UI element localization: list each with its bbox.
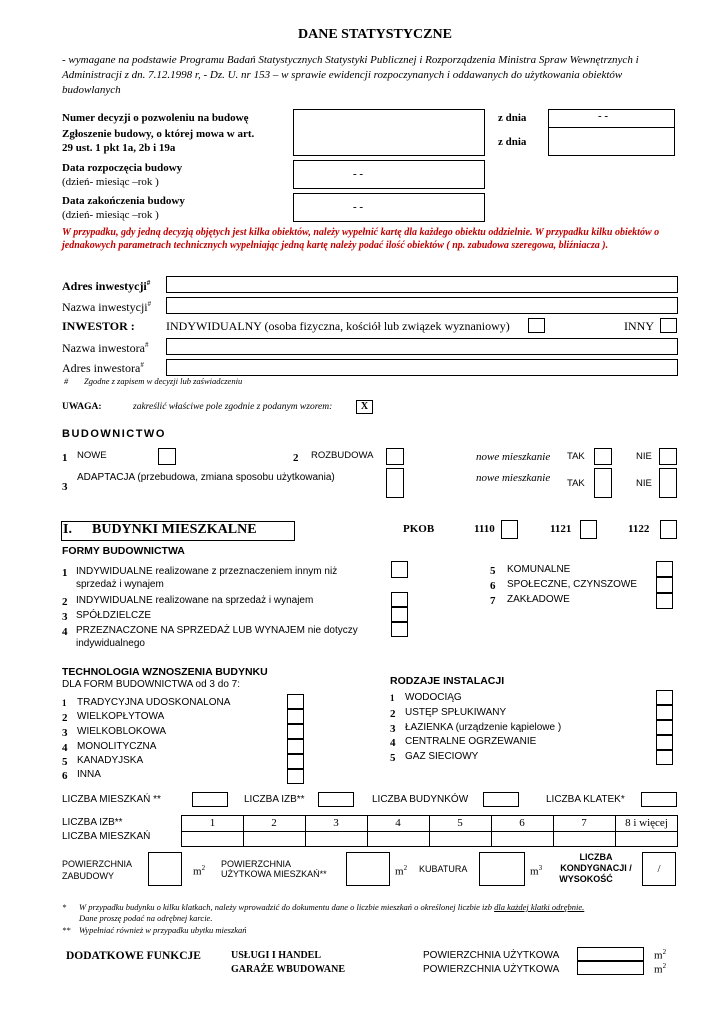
footnote1-mark: *	[62, 902, 67, 912]
install-num-2: 2	[390, 708, 396, 720]
buildings-count-label: LICZBA BUDYNKÓW	[372, 794, 469, 805]
tech-num-3: 3	[62, 727, 68, 739]
start-date-sub: (dzień- miesiąc –rok )	[62, 176, 159, 188]
section-roman: I.	[63, 522, 72, 537]
investment-address-field[interactable]	[166, 276, 678, 293]
install-num-3: 3	[390, 723, 396, 735]
install-num-4: 4	[390, 737, 396, 749]
services-area-field[interactable]	[577, 947, 644, 961]
rooms-col-4: 4	[395, 817, 401, 829]
from-date-label: z dnia	[498, 112, 527, 124]
services-area-unit: $m^2$	[654, 948, 667, 962]
tech-num-2: 2	[62, 712, 68, 724]
rooms-col-6: 6	[519, 817, 525, 829]
construction-new-checkbox[interactable]	[158, 448, 176, 465]
form-label-4b: indywidualnego	[76, 638, 145, 649]
construction-num-1: 1	[62, 452, 68, 464]
investor-name-label: Nazwa inwestora#	[62, 341, 149, 355]
end-date-field[interactable]	[293, 193, 485, 222]
form-num-3: 3	[62, 611, 68, 623]
form-checkbox-6[interactable]	[656, 577, 673, 593]
new-dwelling-label-2: nowe mieszkanie	[476, 472, 551, 484]
rooms-col-1: 1	[209, 817, 216, 829]
new-dwelling-no-checkbox-2[interactable]	[659, 468, 677, 498]
rooms-table-row2-label: LICZBA MIESZKAŃ	[62, 831, 151, 842]
pkob-code-1122: 1122	[628, 523, 650, 535]
rooms-col-7: 7	[581, 817, 587, 829]
permit-date-separators: - -	[598, 110, 609, 122]
permit-number-label: Numer decyzji o pozwoleniu na budowę	[62, 112, 249, 124]
form-label-2: INDYWIDUALNE realizowane na sprzedaż i wynajem	[76, 595, 314, 606]
install-num-1: 1	[390, 693, 395, 703]
pkob-label: PKOB	[403, 523, 435, 535]
permit-number-field[interactable]	[293, 109, 485, 156]
tech-label-6: INNA	[77, 769, 101, 780]
install-label-1: WODOCIĄG	[405, 692, 462, 703]
section-title: BUDYNKI MIESZKALNE	[92, 522, 257, 537]
usable-area-label-2: UŻYTKOWA MIESZKAŃ**	[221, 869, 327, 879]
form-checkbox-4[interactable]	[391, 622, 408, 637]
form-label-5: KOMUNALNE	[507, 564, 571, 575]
rooms-col-8: 8 i więcej	[625, 817, 668, 829]
end-date-separators: - -	[353, 201, 364, 213]
investor-address-field[interactable]	[166, 359, 678, 376]
tech-checkbox-5[interactable]	[287, 754, 304, 769]
form-label-7: ZAKŁADOWE	[507, 594, 570, 605]
dwellings-count-label: LICZBA MIESZKAŃ **	[62, 794, 161, 805]
warning-text: W przypadku, gdy jedną decyzją objętych jest kilka obiektów, należy wypełnić kartę dla każdego obiektu oddzielnie. W przypadku kilku obiektów o jednakowych parametrach technicznych wypełniając jedną kartę należy podać ilość obiektów ( np. zabudowa szeregowa, bliźniacza ).	[62, 227, 660, 251]
form-checkbox-7[interactable]	[656, 593, 673, 609]
tech-label-3: WIELKOBLOKOWA	[77, 726, 167, 737]
footnote1-text: W przypadku budynku o kilku klatkach, należy wprowadzić do dokumentu dane o liczbie mieszkań o określonej liczbie izb dla każdej klatki odrębnie.	[79, 902, 585, 912]
form-label-4: PRZEZNACZONE NA SPRZEDAŻ LUB WYNAJEM nie dotyczy	[76, 625, 358, 636]
built-area-field[interactable]	[148, 852, 182, 886]
stairwells-count-field[interactable]	[641, 792, 677, 807]
dwellings-count-field[interactable]	[192, 792, 228, 807]
form-num-2: 2	[62, 596, 68, 608]
usable-area-unit: $m^2$	[395, 864, 408, 878]
additional-heading: DODATKOWE FUNKCJE	[66, 950, 201, 962]
investment-name-label: Nazwa inwestycji#	[62, 300, 152, 314]
notice-label: UWAGA:	[62, 402, 102, 412]
tech-checkbox-4[interactable]	[287, 739, 304, 754]
volume-label: KUBATURA	[419, 864, 468, 874]
new-dwelling-yes-checkbox-2[interactable]	[594, 468, 612, 498]
form-label-1b: sprzedaż i wynajem	[76, 579, 164, 590]
permit-date-field[interactable]	[548, 109, 675, 156]
construction-extension-checkbox[interactable]	[386, 448, 404, 465]
install-label-5: GAZ SIECIOWY	[405, 751, 479, 762]
form-checkbox-1[interactable]	[391, 561, 408, 578]
footnote1-text-b: Dane proszę podać na odrębnej karcie.	[79, 913, 213, 923]
new-dwelling-yes-label: TAK	[567, 451, 585, 462]
forms-heading: FORMY BUDOWNICTWA	[62, 545, 185, 557]
investment-address-label: Adres inwestycji#	[62, 279, 151, 293]
buildings-count-field[interactable]	[483, 792, 519, 807]
new-dwelling-no-label-2: NIE	[636, 478, 652, 489]
form-label-6: SPOŁECZNE, CZYNSZOWE	[507, 579, 638, 590]
rooms-col-3: 3	[333, 817, 339, 829]
footnote2-text: Wypełniać również w przypadku ubytku mieszkań	[79, 925, 247, 935]
services-area-label: POWIERZCHNIA UŻYTKOWA	[423, 950, 560, 961]
storeys-label-2: KONDYGNACJI /	[560, 863, 632, 873]
tech-label-5: KANADYJSKA	[77, 755, 144, 766]
pkob-1110-checkbox[interactable]	[501, 520, 518, 539]
usable-area-label-1: POWIERZCHNIA	[221, 859, 292, 869]
construction-adaptation-checkbox[interactable]	[386, 468, 404, 498]
garages-area-field[interactable]	[577, 961, 644, 975]
notification-label-1: Zgłoszenie budowy, o której mowa w art.	[62, 128, 255, 140]
new-dwelling-no-checkbox[interactable]	[659, 448, 677, 465]
footnote-hash-text: Zgodne z zapisem w decyzji lub zaświadczeniu	[84, 376, 243, 386]
tech-label-4: MONOLITYCZNA	[77, 741, 157, 752]
investment-name-field[interactable]	[166, 297, 678, 314]
investor-other-checkbox[interactable]	[660, 318, 677, 333]
additional-services-label: USŁUGI I HANDEL	[231, 950, 322, 961]
tech-checkbox-2[interactable]	[287, 709, 304, 724]
tech-num-4: 4	[62, 742, 68, 754]
investor-name-field[interactable]	[166, 338, 678, 355]
form-checkbox-5[interactable]	[656, 561, 673, 577]
rooms-count-label: LICZBA IZB**	[244, 794, 305, 805]
notice-example-box: X	[356, 400, 373, 414]
construction-extension-label: ROZBUDOWA	[311, 450, 374, 461]
tech-heading: TECHNOLOGIA WZNOSZENIA BUDYNKU	[62, 666, 268, 678]
garages-area-label: POWIERZCHNIA UŻYTKOWA	[423, 964, 560, 975]
footnote2-mark: **	[62, 925, 71, 935]
built-area-unit: $m^2$	[193, 864, 206, 878]
new-dwelling-label: nowe mieszkanie	[476, 451, 551, 463]
investor-other-label: INNY	[624, 319, 654, 333]
construction-num-3: 3	[62, 481, 68, 493]
built-area-label-2: ZABUDOWY	[62, 871, 115, 881]
rooms-table	[181, 815, 678, 847]
install-num-5: 5	[390, 752, 396, 764]
construction-num-2: 2	[293, 452, 299, 464]
stairwells-count-label: LICZBA KLATEK*	[546, 794, 625, 805]
rooms-col-5: 5	[457, 817, 463, 829]
pkob-code-1110: 1110	[474, 523, 495, 535]
install-heading: RODZAJE INSTALACJI	[390, 675, 505, 687]
install-checkbox-4[interactable]	[656, 735, 673, 750]
form-num-7: 7	[490, 595, 496, 607]
storeys-field[interactable]: /	[642, 852, 676, 886]
pkob-1122-checkbox[interactable]	[660, 520, 677, 539]
rooms-table-row1-label: LICZBA IZB**	[62, 817, 123, 828]
form-checkbox-3[interactable]	[391, 607, 408, 622]
install-label-3: ŁAZIENKA (urządzenie kąpielowe )	[405, 722, 562, 733]
tech-checkbox-6[interactable]	[287, 769, 304, 784]
form-num-1: 1	[62, 567, 68, 579]
rooms-count-field[interactable]	[318, 792, 354, 807]
pkob-code-1121: 1121	[550, 523, 572, 535]
notification-label-2: 29 ust. 1 pkt 1a, 2b i 19a	[62, 142, 176, 154]
end-date-label: Data zakończenia budowy	[62, 195, 185, 207]
new-dwelling-yes-label-2: TAK	[567, 478, 585, 489]
form-num-4: 4	[62, 626, 68, 638]
tech-num-1: 1	[62, 698, 67, 708]
pkob-1121-checkbox[interactable]	[580, 520, 597, 539]
investor-individual-label: INDYWIDUALNY (osoba fizyczna, kościół lub związek wyznaniowy)	[166, 319, 510, 333]
construction-adaptation-label: ADAPTACJA (przebudowa, zmiana sposobu użytkowania)	[77, 472, 335, 483]
install-checkbox-3[interactable]	[656, 720, 673, 735]
tech-sub: DLA FORM BUDOWNICTWA od 3 do 7:	[62, 679, 241, 690]
start-date-field[interactable]	[293, 160, 485, 189]
install-checkbox-5[interactable]	[656, 750, 673, 765]
form-num-5: 5	[490, 565, 496, 577]
end-date-sub: (dzień- miesiąc –rok )	[62, 209, 159, 221]
rooms-col-2: 2	[271, 817, 277, 829]
volume-field[interactable]	[479, 852, 525, 886]
construction-new-label: NOWE	[77, 450, 107, 461]
install-checkbox-2[interactable]	[656, 705, 673, 720]
garages-area-unit: $m^2$	[654, 962, 667, 976]
install-label-2: USTĘP SPŁUKIWANY	[405, 707, 507, 718]
built-area-label-1: POWIERZCHNIA	[62, 859, 133, 869]
install-checkbox-1[interactable]	[656, 690, 673, 705]
start-date-separators: - -	[353, 168, 364, 180]
new-dwelling-no-label: NIE	[636, 451, 652, 462]
form-label-1: INDYWIDUALNE realizowane z przeznaczeniem innym niż	[76, 566, 338, 577]
intro-text: - wymagane na podstawie Programu Badań Statystycznych Statystyki Publicznej i Rozporządzenia Ministra Spraw Wewnętrznych i Administracji z dn. 7.12.1998 r, - Dz. U. nr 153 – w sprawie ewidencji rozpoczynanych i oddawanych do użytkowania obiektów budowlanych	[62, 54, 639, 96]
install-label-4: CENTRALNE OGRZEWANIE	[405, 736, 537, 747]
form-label-3: SPÓŁDZIELCZE	[76, 610, 152, 621]
notice-text: zakreślić właściwe pole zgodnie z podanym wzorem:	[133, 402, 333, 412]
storeys-label-3: WYSOKOŚĆ	[559, 874, 613, 884]
storeys-label-1: LICZBA	[579, 852, 613, 862]
form-num-6: 6	[490, 580, 496, 592]
usable-area-field[interactable]	[346, 852, 390, 886]
page-title: DANE STATYSTYCZNE	[298, 27, 452, 42]
additional-garages-label: GARAŻE WBUDOWANE	[231, 964, 345, 975]
investor-address-label: Adres inwestora#	[62, 361, 144, 375]
tech-num-6: 6	[62, 770, 68, 782]
tech-checkbox-3[interactable]	[287, 724, 304, 739]
footnote-hash: #	[64, 376, 69, 386]
tech-label-2: WIELKOPŁYTOWA	[77, 711, 165, 722]
form-checkbox-2[interactable]	[391, 592, 408, 607]
new-dwelling-yes-checkbox[interactable]	[594, 448, 612, 465]
start-date-label: Data rozpoczęcia budowy	[62, 162, 183, 174]
investor-label: INWESTOR :	[62, 319, 135, 333]
volume-unit: $m^3$	[530, 864, 543, 878]
tech-checkbox-1[interactable]	[287, 694, 304, 709]
tech-num-5: 5	[62, 756, 68, 768]
tech-label-1: TRADYCYJNA UDOSKONALONA	[77, 697, 231, 708]
investor-individual-checkbox[interactable]	[528, 318, 545, 333]
date-field-divider	[548, 127, 675, 128]
from-date-label-2: z dnia	[498, 136, 527, 148]
construction-heading: BUDOWNICTWO	[62, 428, 166, 440]
